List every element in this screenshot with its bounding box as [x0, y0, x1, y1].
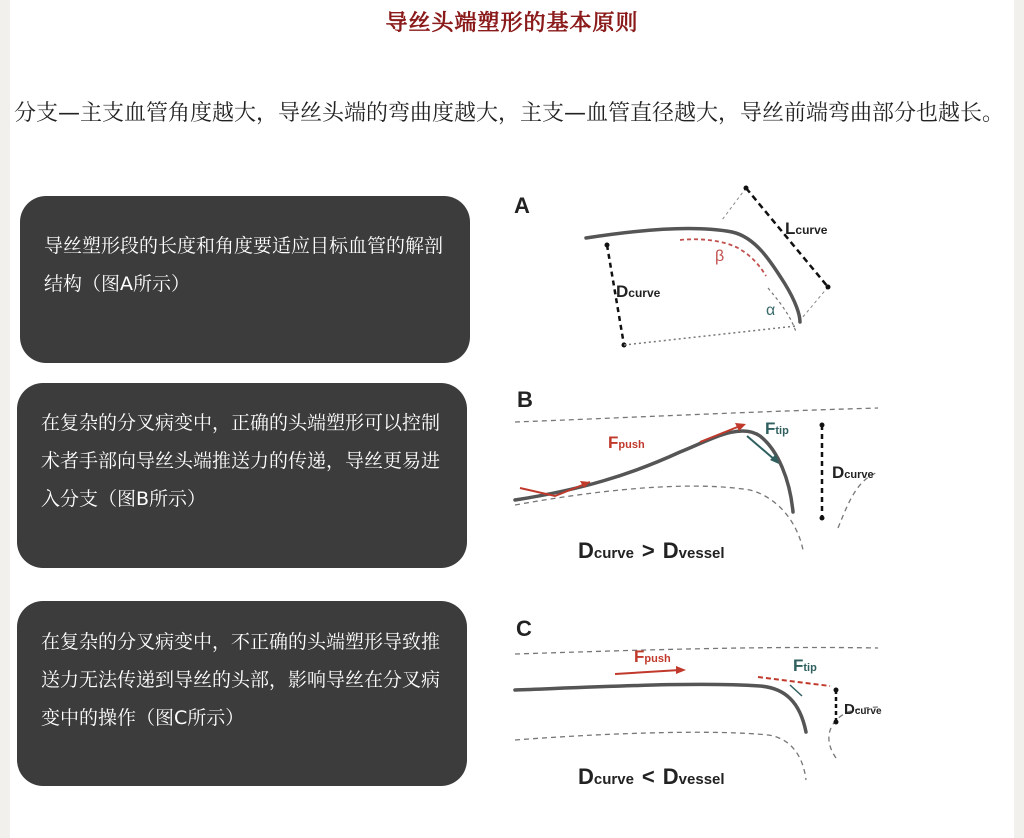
figure-a [500, 180, 860, 360]
figure-c-push-arrow [615, 670, 680, 674]
figure-c-relation: Dcurve < Dvessel [578, 764, 725, 789]
principle-box-c [17, 601, 467, 786]
figure-c-ftip-label: Ftip [793, 656, 817, 675]
principle-box-b [17, 383, 467, 568]
figure-a-lcurve-end-bottom [826, 285, 831, 290]
figure-a-lcurve-label: Lcurve [785, 219, 828, 238]
figure-b-dcurve-end-bottom [820, 516, 825, 521]
figure-b-dcurve-end-top [820, 423, 825, 428]
figure-b-panel-label: B [517, 387, 533, 412]
figure-a-base-line [624, 326, 796, 345]
figure-a-lcurve-extension-bottom [802, 287, 828, 318]
intro-paragraph: 分支—主支血管角度越大，导丝头端的弯曲度越大，主支—血管直径越大，导丝前端弯曲部分也越长。 [14, 101, 1005, 126]
figure-b-guidewire [515, 431, 793, 512]
figure-c-dcurve-label: Dcurve [844, 701, 882, 718]
figure-a-alpha-label: α [766, 302, 776, 319]
page-title: 导丝头端塑形的基本原则 [385, 11, 639, 36]
figure-c-vessel-wall-bottom-main [515, 732, 806, 780]
figure-b-ftip-label: Ftip [765, 419, 789, 438]
principle-box-b-text: 在复杂的分叉病变中，正确的头端塑形可以控制术者手部向导丝头端推送力的传递，导丝更易进入分支（图B所示） [41, 412, 441, 510]
figure-b-dcurve-label: Dcurve [832, 463, 874, 482]
figure-c-tip-mark [790, 685, 802, 696]
figure-c-dcurve-end-bottom [834, 720, 839, 725]
figure-c-push-arrowhead [676, 666, 686, 674]
principle-box-c-text: 在复杂的分叉病变中，不正确的头端塑形导致推送力无法传递到导丝的头部，影响导丝在分叉病变中的操作（图C所示） [41, 631, 441, 729]
figure-a-beta-label: β [715, 248, 725, 265]
figure-b-relation: Dcurve > Dvessel [578, 538, 725, 563]
figure-c-guidewire [515, 684, 806, 732]
page-right-edge [1014, 0, 1024, 838]
figure-a-dcurve-end-top [605, 243, 610, 248]
figure-c-vessel-wall-top [515, 647, 878, 654]
figure-a-dcurve-label: Dcurve [616, 282, 661, 301]
principle-box-a [20, 196, 470, 363]
figure-a-lcurve-end-top [744, 186, 749, 191]
figure-a-lcurve-extension-top [722, 188, 746, 220]
figure-c-fpush-label: Fpush [634, 647, 671, 666]
figure-c-tip-dashed-line [758, 677, 830, 686]
figure-a-panel-label: A [514, 193, 530, 218]
figure-b [500, 380, 890, 570]
figure-b-fpush-label: Fpush [608, 433, 645, 452]
figure-c [500, 610, 890, 800]
figure-b-push-arrow-2 [700, 426, 740, 442]
figure-c-panel-label: C [516, 616, 532, 641]
page-left-edge [0, 0, 10, 838]
principle-box-a-text: 导丝塑形段的长度和角度要适应目标血管的解剖结构（图A所示） [44, 235, 444, 295]
figure-c-dcurve-end-top [834, 688, 839, 693]
figure-b-vessel-wall-top [515, 408, 878, 422]
